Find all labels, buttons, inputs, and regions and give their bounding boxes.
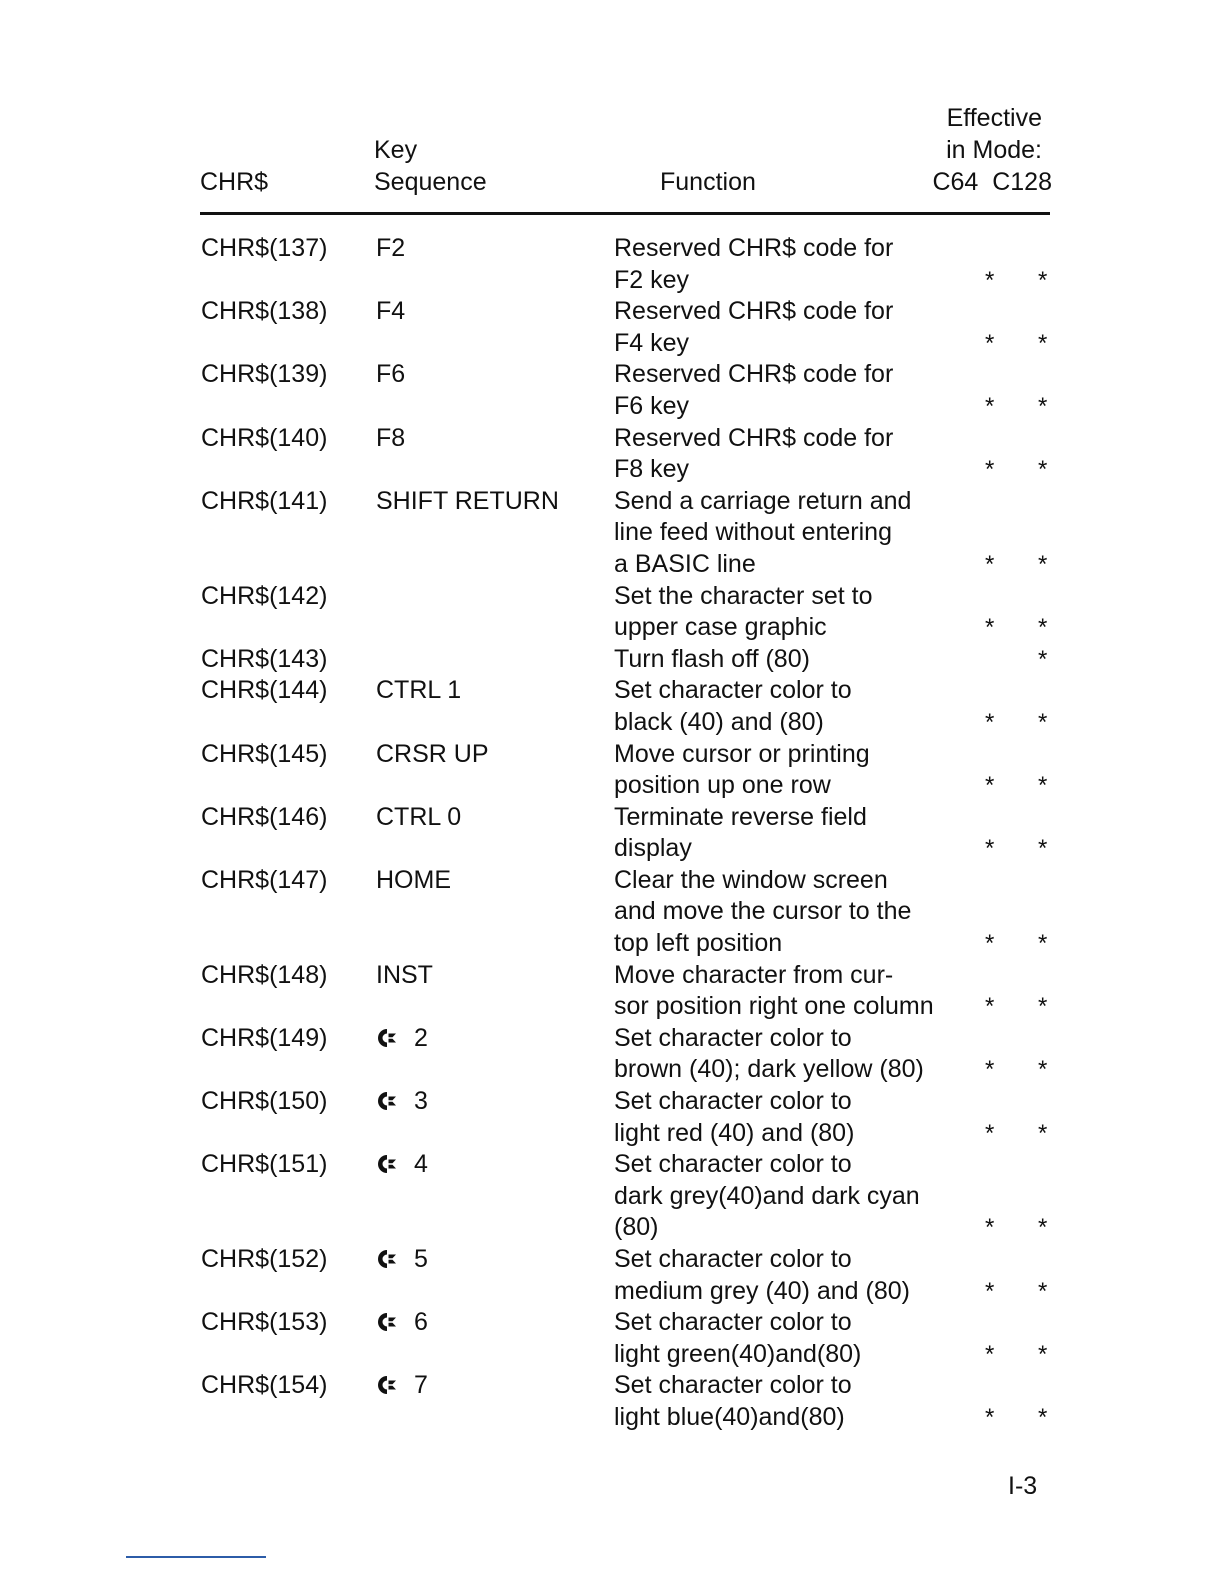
c64-mode-marker: * — [985, 1340, 995, 1368]
footer-rule — [126, 1556, 266, 1558]
key-sequence — [376, 486, 559, 518]
function-description — [614, 865, 911, 960]
key-sequence — [376, 359, 405, 391]
chr-code: CHR$(138) — [201, 297, 328, 326]
chr-code: CHR$(143) — [201, 644, 328, 673]
function-description — [614, 296, 893, 359]
key-sequence — [376, 1149, 428, 1181]
c64-mode-marker: * — [985, 329, 995, 357]
function-line: Move character from cur- — [614, 960, 894, 989]
c128-mode-marker: * — [1038, 993, 1048, 1021]
c128-mode-marker: * — [1038, 772, 1048, 800]
c64-mode-marker: * — [985, 930, 995, 958]
function-description — [614, 739, 870, 802]
function-line: Set character color to — [614, 1023, 852, 1052]
commodore-key-icon — [376, 1307, 402, 1339]
c64-mode-marker: * — [985, 1056, 995, 1084]
function-line: Set character color to — [614, 1245, 852, 1274]
function-line: Set character color to — [614, 1087, 852, 1116]
c64-mode-marker: * — [985, 1404, 995, 1432]
chr-code: CHR$(141) — [201, 486, 328, 515]
commodore-key-icon — [376, 1149, 402, 1181]
table-row — [0, 423, 1224, 486]
table-row — [0, 1086, 1224, 1149]
chr-code: CHR$(145) — [201, 739, 328, 768]
column-header-eff-line2: in Mode: — [946, 136, 1042, 164]
table-row — [0, 296, 1224, 359]
function-line: Reserved CHR$ code for — [614, 423, 894, 452]
function-line: Reserved CHR$ code for — [614, 297, 894, 326]
c128-mode-marker: * — [1038, 645, 1048, 673]
key-sequence-label: 5 — [414, 1245, 428, 1274]
function-description — [614, 1149, 920, 1244]
c128-mode-marker: * — [1038, 392, 1048, 420]
key-sequence — [376, 802, 461, 834]
function-line: a BASIC line — [614, 549, 756, 578]
chr-code: CHR$(147) — [201, 865, 328, 894]
function-description — [614, 960, 934, 1023]
table-row — [0, 675, 1224, 738]
function-line: dark grey(40)and dark cyan — [614, 1181, 920, 1210]
chr-code: CHR$(142) — [201, 581, 328, 610]
function-description — [614, 423, 893, 486]
column-header-key-sequence — [374, 134, 487, 198]
c128-mode-marker: * — [1038, 550, 1048, 578]
key-sequence — [376, 1086, 428, 1118]
key-sequence — [376, 865, 451, 897]
function-line: and move the cursor to the — [614, 897, 912, 926]
c128-mode-marker: * — [1038, 1119, 1048, 1147]
function-line: medium grey (40) and (80) — [614, 1276, 910, 1305]
c64-mode-marker: * — [985, 835, 995, 863]
function-line: F8 key — [614, 455, 690, 484]
key-sequence — [376, 423, 405, 455]
chr-code: CHR$(150) — [201, 1087, 328, 1116]
function-line: Set character color to — [614, 1150, 852, 1179]
c64-mode-marker: * — [985, 392, 995, 420]
chr-code: CHR$(140) — [201, 423, 328, 452]
function-line: Terminate reverse field — [614, 802, 867, 831]
column-header-key-line1: Key — [374, 136, 418, 164]
c64-mode-marker: * — [985, 266, 995, 294]
c64-mode-marker: * — [985, 772, 995, 800]
function-description — [614, 644, 810, 676]
c128-mode-marker: * — [1038, 329, 1048, 357]
function-description — [614, 1086, 854, 1149]
function-description — [614, 1307, 861, 1370]
chr-code-table — [0, 233, 1224, 1434]
column-header-chr: CHR$ — [200, 168, 269, 196]
table-row — [0, 865, 1224, 960]
chr-code: CHR$(153) — [201, 1308, 328, 1337]
table-row — [0, 233, 1224, 296]
function-line: brown (40); dark yellow (80) — [614, 1055, 924, 1084]
function-description — [614, 802, 867, 865]
commodore-key-icon — [376, 1370, 402, 1402]
function-line: Reserved CHR$ code for — [614, 360, 894, 389]
function-line: Set character color to — [614, 676, 852, 705]
key-sequence-label: INST — [376, 960, 433, 989]
function-line: sor position right one column — [614, 992, 934, 1021]
key-sequence — [376, 296, 405, 328]
c128-mode-marker: * — [1038, 1214, 1048, 1242]
function-description — [614, 1023, 924, 1086]
function-description — [614, 675, 852, 738]
c64-mode-marker: * — [985, 550, 995, 578]
table-row — [0, 739, 1224, 802]
function-line: Reserved CHR$ code for — [614, 234, 894, 262]
key-sequence-label: F8 — [376, 423, 406, 452]
c128-mode-marker: * — [1038, 1340, 1048, 1368]
c128-mode-marker: * — [1038, 930, 1048, 958]
key-sequence — [376, 675, 461, 707]
chr-code: CHR$(146) — [201, 802, 328, 831]
c128-mode-marker: * — [1038, 456, 1048, 484]
function-description — [614, 581, 872, 644]
function-description — [614, 1244, 910, 1307]
key-sequence-label: 7 — [414, 1371, 428, 1400]
table-row — [0, 486, 1224, 581]
c128-mode-marker: * — [1038, 614, 1048, 642]
table-row — [0, 960, 1224, 1023]
key-sequence — [376, 233, 405, 265]
function-line: position up one row — [614, 771, 831, 800]
key-sequence-label: 3 — [414, 1087, 428, 1116]
commodore-key-icon — [376, 1086, 402, 1118]
table-row — [0, 644, 1224, 676]
function-line: display — [614, 834, 692, 863]
c128-mode-marker: * — [1038, 708, 1048, 736]
key-sequence-label: F6 — [376, 360, 406, 389]
function-line: light green(40)and(80) — [614, 1339, 862, 1368]
function-line: light red (40) and (80) — [614, 1118, 855, 1147]
key-sequence-label: CRSR UP — [376, 739, 489, 768]
c64-mode-marker: * — [985, 456, 995, 484]
key-sequence-label: F4 — [376, 297, 406, 326]
c128-mode-marker: * — [1038, 1277, 1048, 1305]
key-sequence-label: CTRL 1 — [376, 676, 462, 705]
chr-code: CHR$(139) — [201, 360, 328, 389]
function-line: F6 key — [614, 391, 690, 420]
chr-code: CHR$(151) — [201, 1150, 328, 1179]
table-row — [0, 1307, 1224, 1370]
key-sequence-label: 6 — [414, 1308, 428, 1337]
c128-mode-marker: * — [1038, 266, 1048, 294]
c128-mode-marker: * — [1038, 1056, 1048, 1084]
column-header-eff-line3: C64 C128 — [932, 168, 1052, 196]
key-sequence — [376, 1023, 428, 1055]
key-sequence-label: 4 — [414, 1150, 428, 1179]
header-rule — [200, 212, 1050, 215]
function-line: line feed without entering — [614, 518, 892, 547]
c64-mode-marker: * — [985, 708, 995, 736]
chr-code: CHR$(137) — [201, 234, 328, 262]
key-sequence — [376, 739, 489, 771]
key-sequence-label: CTRL 0 — [376, 802, 462, 831]
function-line: Set character color to — [614, 1308, 852, 1337]
table-row — [0, 1023, 1224, 1086]
function-description — [614, 1370, 852, 1433]
function-description — [614, 359, 893, 422]
column-header-function: Function — [660, 168, 756, 196]
column-header-eff-line1: Effective — [946, 104, 1042, 132]
c64-mode-marker: * — [985, 614, 995, 642]
key-sequence-label: F2 — [376, 234, 406, 262]
key-sequence-label: 2 — [414, 1023, 428, 1052]
table-row — [0, 581, 1224, 644]
function-line: Clear the window screen — [614, 865, 888, 894]
table-row — [0, 359, 1224, 422]
function-line: Set character color to — [614, 1371, 852, 1400]
table-row — [0, 1370, 1224, 1433]
key-sequence — [376, 1307, 428, 1339]
function-line: Send a carriage return and — [614, 486, 912, 515]
table-row — [0, 802, 1224, 865]
function-line: light blue(40)and(80) — [614, 1403, 845, 1432]
function-line: Set the character set to — [614, 581, 873, 610]
page-number: I-3 — [1008, 1472, 1038, 1500]
c64-mode-marker: * — [985, 1277, 995, 1305]
function-line: upper case graphic — [614, 613, 827, 642]
table-row — [0, 1149, 1224, 1244]
c64-mode-marker: * — [985, 993, 995, 1021]
key-sequence — [376, 1370, 428, 1402]
c64-mode-marker: * — [985, 1214, 995, 1242]
key-sequence — [376, 960, 433, 992]
chr-code: CHR$(144) — [201, 676, 328, 705]
chr-code: CHR$(152) — [201, 1245, 328, 1274]
function-line: black (40) and (80) — [614, 707, 824, 736]
function-line: F4 key — [614, 328, 690, 357]
function-line: Turn flash off (80) — [614, 644, 810, 673]
commodore-key-icon — [376, 1023, 402, 1055]
function-line: top left position — [614, 929, 783, 958]
table-row — [0, 1244, 1224, 1307]
key-sequence-label: SHIFT RETURN — [376, 486, 559, 515]
column-header-effective-mode — [928, 102, 1052, 198]
function-line: F2 key — [614, 265, 690, 294]
function-description — [614, 233, 893, 296]
column-header-key-line2: Sequence — [374, 168, 487, 196]
chr-code: CHR$(148) — [201, 960, 328, 989]
function-line: Move cursor or printing — [614, 739, 870, 768]
function-line: (80) — [614, 1213, 659, 1242]
c128-mode-marker: * — [1038, 1404, 1048, 1432]
c64-mode-marker: * — [985, 1119, 995, 1147]
chr-code: CHR$(154) — [201, 1371, 328, 1400]
key-sequence — [376, 1244, 428, 1276]
key-sequence-label: HOME — [376, 865, 451, 894]
commodore-key-icon — [376, 1244, 402, 1276]
chr-code: CHR$(149) — [201, 1023, 328, 1052]
function-description — [614, 486, 911, 581]
c128-mode-marker: * — [1038, 835, 1048, 863]
